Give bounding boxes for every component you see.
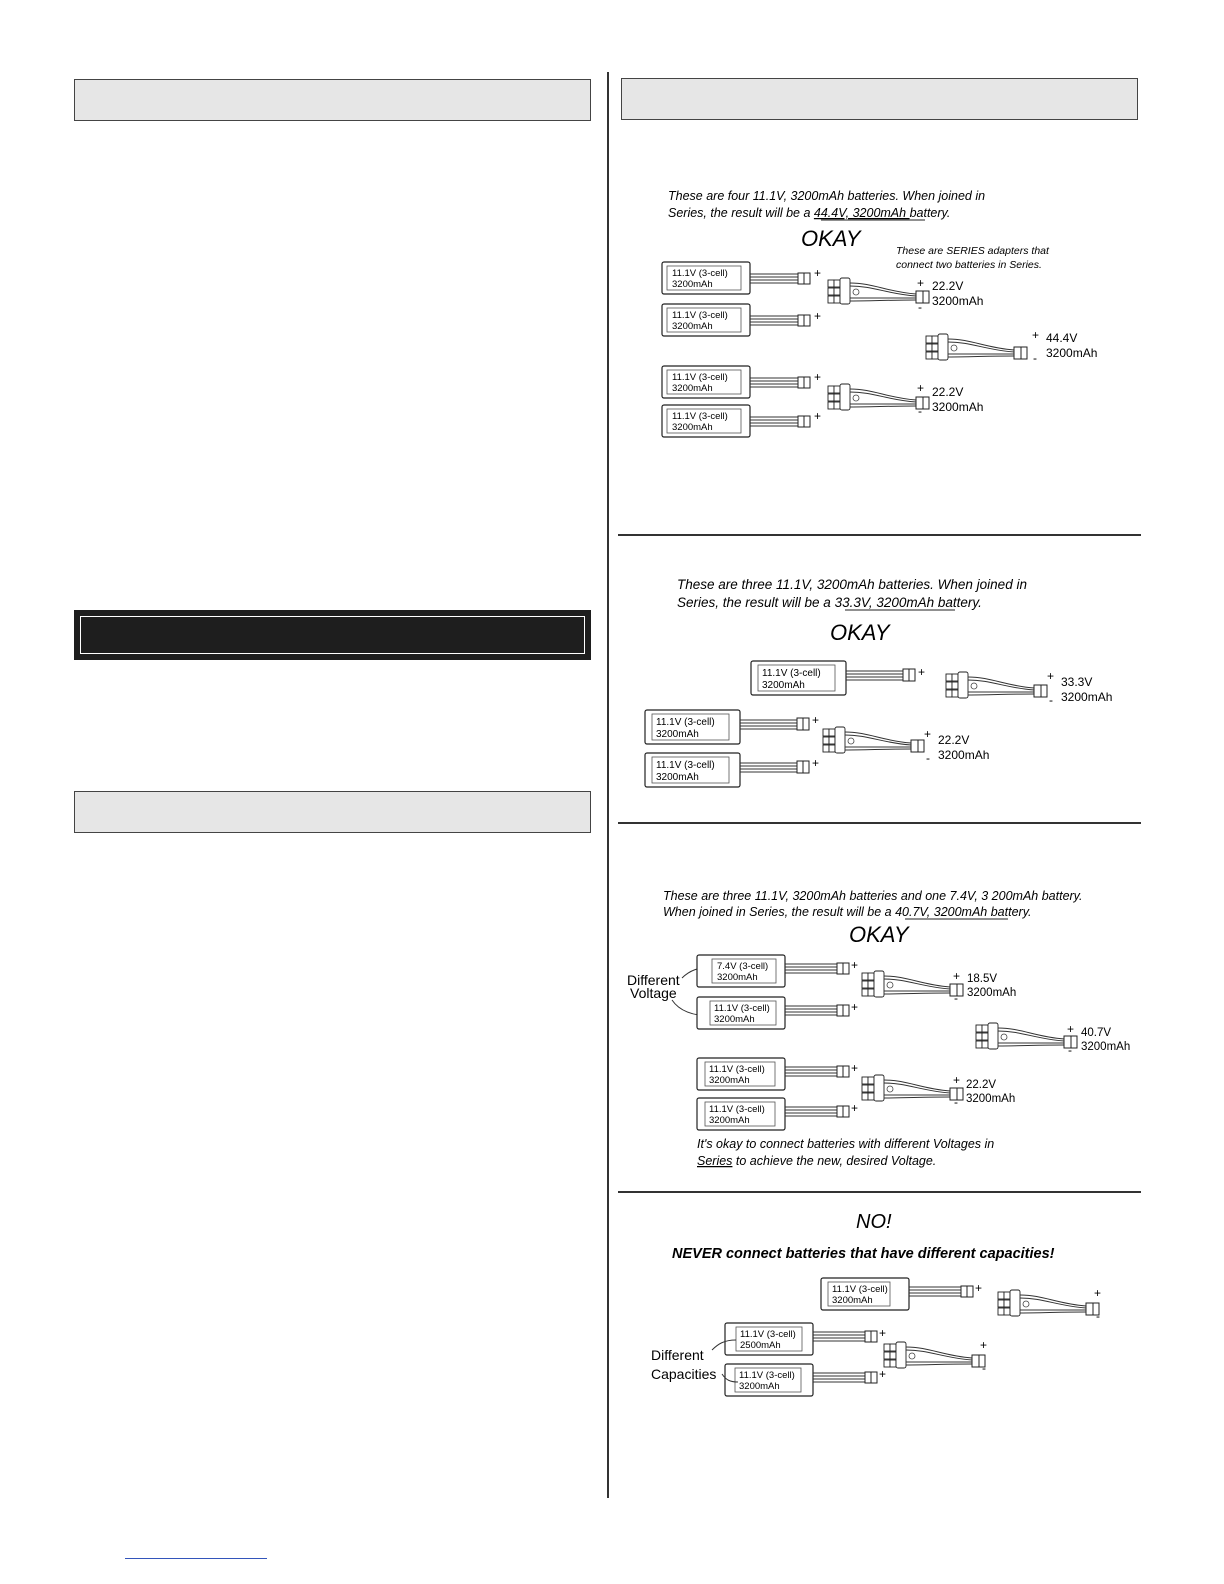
svg-text:+: + (814, 409, 822, 423)
svg-text:-: - (954, 1095, 958, 1109)
svg-text:-: - (1068, 1043, 1072, 1057)
svg-text:11.1V (3-cell): 11.1V (3-cell) (672, 372, 728, 383)
svg-text:+: + (917, 381, 925, 395)
d1-output-3-voltage: 22.2V (932, 385, 964, 399)
svg-text:+: + (851, 958, 859, 972)
d1-output-1-capacity: 3200mAh (932, 294, 984, 308)
svg-text:+: + (814, 266, 822, 280)
d3-adapter-3 (862, 1075, 963, 1101)
d4-battery-1 (821, 1278, 973, 1310)
svg-text:-: - (926, 751, 930, 765)
svg-text:-: - (1049, 693, 1053, 707)
svg-text:3200mAh: 3200mAh (656, 729, 699, 740)
diagram-3 (627, 889, 1130, 1168)
svg-text:3200mAh: 3200mAh (832, 1295, 873, 1306)
svg-text:3200mAh: 3200mAh (672, 383, 713, 394)
diagram-4 (651, 1211, 1101, 1396)
svg-text:3200mAh: 3200mAh (672, 422, 713, 433)
svg-text:-: - (1096, 1309, 1100, 1323)
d3-adapter-1 (862, 971, 963, 997)
svg-text:11.1V (3-cell): 11.1V (3-cell) (709, 1104, 765, 1115)
d3-caption-line1: These are three 11.1V, 3200mAh batteries and one 7.4V, 3 200mAh battery. (663, 889, 1083, 903)
d3-footer-line2: Series to achieve the new, desired Voltage. (697, 1154, 937, 1168)
d1-caption-line2: Series, the result will be a 44.4V, 3200mAh battery. (668, 206, 951, 220)
svg-text:+: + (851, 1000, 859, 1014)
svg-text:11.1V (3-cell): 11.1V (3-cell) (762, 668, 821, 679)
d1-battery-2 (662, 304, 810, 336)
svg-text:+: + (1094, 1286, 1102, 1300)
d3-battery-2 (697, 997, 849, 1029)
svg-text:+: + (1067, 1022, 1075, 1036)
svg-text:11.1V (3-cell): 11.1V (3-cell) (709, 1064, 765, 1075)
svg-text:11.1V (3-cell): 11.1V (3-cell) (672, 411, 728, 422)
svg-text:-: - (918, 404, 922, 418)
svg-text:11.1V (3-cell): 11.1V (3-cell) (739, 1370, 795, 1381)
d2-caption-line2: Series, the result will be a 33.3V, 3200mAh battery. (677, 595, 982, 610)
svg-text:3200mAh: 3200mAh (762, 680, 805, 691)
d2-adapter-2 (823, 727, 924, 753)
d2-output-2-capacity: 3200mAh (938, 748, 990, 762)
svg-text:3200mAh: 3200mAh (656, 772, 699, 783)
svg-text:3200mAh: 3200mAh (709, 1075, 750, 1086)
d3-output-1-voltage: 18.5V (967, 973, 998, 985)
d3-battery-1 (697, 955, 849, 987)
svg-text:+: + (814, 309, 822, 323)
svg-text:+: + (851, 1101, 859, 1115)
svg-text:-: - (954, 991, 958, 1005)
d3-adapter-2 (976, 1023, 1077, 1049)
diagram-1 (662, 189, 1097, 437)
svg-text:+: + (812, 756, 820, 770)
d1-adapter-2 (926, 334, 1027, 360)
d1-output-3-capacity: 3200mAh (932, 400, 984, 414)
svg-text:+: + (879, 1326, 887, 1340)
svg-text:3200mAh: 3200mAh (717, 972, 758, 983)
d1-note-line2: connect two batteries in Series. (896, 259, 1042, 271)
d1-battery-3 (662, 366, 810, 398)
svg-text:+: + (924, 727, 932, 741)
d3-status: OKAY (849, 922, 909, 947)
svg-text:11.1V (3-cell): 11.1V (3-cell) (672, 268, 728, 279)
d3-output-2-voltage: 40.7V (1081, 1027, 1112, 1039)
d4-battery-3 (725, 1364, 877, 1396)
d3-footer-line1: It's okay to connect batteries with different Voltages in (697, 1137, 995, 1151)
svg-text:+: + (953, 1073, 961, 1087)
d1-caption-line1: These are four 11.1V, 3200mAh batteries. When joined in (668, 189, 986, 203)
svg-text:+: + (879, 1367, 887, 1381)
d3-label-line1: Different (627, 972, 680, 988)
d3-output-3-voltage: 22.2V (966, 1079, 997, 1091)
svg-text:-: - (982, 1361, 986, 1375)
d4-warning: NEVER connect batteries that have different capacities! (672, 1246, 1055, 1262)
d3-battery-4 (697, 1098, 849, 1130)
d4-adapter-1 (998, 1290, 1099, 1316)
svg-text:3200mAh: 3200mAh (739, 1381, 780, 1392)
svg-text:3200mAh: 3200mAh (714, 1014, 755, 1025)
svg-text:+: + (953, 969, 961, 983)
d3-output-1-capacity: 3200mAh (967, 987, 1017, 999)
d4-battery-2 (725, 1323, 877, 1355)
d1-output-2-capacity: 3200mAh (1046, 346, 1098, 360)
d1-adapter-1 (828, 278, 929, 304)
svg-text:3200mAh: 3200mAh (672, 321, 713, 332)
d3-label-line2: Voltage (630, 985, 677, 1001)
d2-caption-line1: These are three 11.1V, 3200mAh batteries. When joined in (677, 577, 1027, 592)
svg-text:+: + (851, 1061, 859, 1075)
d3-output-2-capacity: 3200mAh (1081, 1041, 1131, 1053)
d2-status: OKAY (830, 620, 890, 645)
svg-text:11.1V (3-cell): 11.1V (3-cell) (656, 760, 715, 771)
d2-output-1-capacity: 3200mAh (1061, 690, 1113, 704)
d2-adapter-1 (946, 672, 1047, 698)
d3-output-3-capacity: 3200mAh (966, 1093, 1016, 1105)
svg-text:-: - (1033, 351, 1037, 365)
d2-output-2-voltage: 22.2V (938, 733, 970, 747)
svg-text:7.4V (3-cell): 7.4V (3-cell) (717, 961, 769, 972)
svg-text:3200mAh: 3200mAh (709, 1115, 750, 1126)
svg-text:2500mAh: 2500mAh (740, 1340, 781, 1351)
svg-text:+: + (980, 1338, 988, 1352)
svg-text:11.1V (3-cell): 11.1V (3-cell) (714, 1003, 770, 1014)
d1-status: OKAY (801, 226, 861, 251)
d3-battery-3 (697, 1058, 849, 1090)
d4-adapter-2 (884, 1342, 985, 1368)
d2-battery-3 (645, 753, 809, 787)
svg-text:+: + (814, 370, 822, 384)
svg-text:3200mAh: 3200mAh (672, 279, 713, 290)
svg-text:+: + (917, 276, 925, 290)
svg-text:+: + (918, 665, 926, 679)
svg-text:+: + (812, 713, 820, 727)
d1-adapter-3 (828, 384, 929, 410)
d2-output-1-voltage: 33.3V (1061, 675, 1093, 689)
svg-text:+: + (975, 1281, 983, 1295)
d4-label-line2: Capacities (651, 1366, 717, 1382)
svg-text:11.1V (3-cell): 11.1V (3-cell) (656, 717, 715, 728)
d2-battery-1 (751, 661, 915, 695)
d4-status: NO! (856, 1211, 892, 1233)
svg-text:-: - (918, 300, 922, 314)
svg-text:11.1V (3-cell): 11.1V (3-cell) (740, 1329, 796, 1340)
d1-output-2-voltage: 44.4V (1046, 331, 1078, 345)
d1-battery-4 (662, 405, 810, 437)
d4-label-line1: Different (651, 1347, 704, 1363)
d1-battery-1 (662, 262, 810, 294)
svg-text:11.1V (3-cell): 11.1V (3-cell) (672, 310, 728, 321)
diagram-2 (645, 577, 1112, 787)
svg-text:11.1V (3-cell): 11.1V (3-cell) (832, 1284, 888, 1295)
svg-text:+: + (1047, 669, 1055, 683)
svg-text:+: + (1032, 328, 1040, 342)
d1-note-line1: These are SERIES adapters that (896, 245, 1049, 257)
d1-output-1-voltage: 22.2V (932, 279, 964, 293)
d2-battery-2 (645, 710, 809, 744)
d3-caption-line2: When joined in Series, the result will be a 40.7V, 3200mAh battery. (663, 905, 1032, 919)
